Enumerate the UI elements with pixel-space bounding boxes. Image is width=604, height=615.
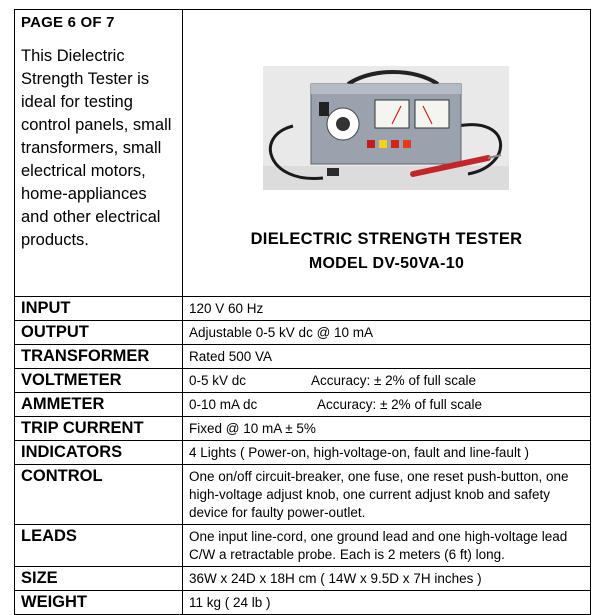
- spec-row: [15, 567, 591, 591]
- product-photo: [263, 66, 509, 190]
- header-row: [15, 10, 591, 297]
- spec-label-output: OUTPUT: [15, 321, 183, 345]
- spec-value-control: One on/off circuit-breaker, one fuse, one reset push-button, one high-voltage adjust knob, one current adjust knob and safety device for faulty power-outlet.: [183, 465, 591, 525]
- spec-label-voltmeter: VOLTMETER: [15, 369, 183, 393]
- spec-value-size: 36W x 24D x 18H cm ( 14W x 9.5D x 7H inches ): [183, 567, 591, 591]
- page-label: PAGE 6 OF 7: [21, 14, 115, 31]
- spec-value-leads: One input line-cord, one ground lead and one high-voltage lead C/W a retractable probe. Each is 2 meters (6 ft) long.: [183, 525, 591, 567]
- spec-value-voltmeter: [183, 369, 591, 393]
- spec-row: [15, 393, 591, 417]
- spec-row: [15, 321, 591, 345]
- product-title: DIELECTRIC STRENGTH TESTER: [250, 230, 523, 248]
- spec-label-control: CONTROL: [15, 465, 183, 525]
- spec-value-indicators: 4 Lights ( Power-on, high-voltage-on, fault and line-fault ): [183, 441, 591, 465]
- product-cell: [183, 10, 591, 297]
- spec-row: [15, 417, 591, 441]
- product-model: MODEL DV-50VA-10: [308, 255, 465, 272]
- spec-value-input: 120 V 60 Hz: [183, 297, 591, 321]
- spec-row: [15, 465, 591, 525]
- spec-value-ammeter: [183, 393, 591, 417]
- ammeter-range: 0-10 mA dc: [189, 397, 258, 412]
- spec-label-transformer: TRANSFORMER: [15, 345, 183, 369]
- spec-value-weight: 11 kg ( 24 lb ): [183, 591, 591, 615]
- spec-row: [15, 525, 591, 567]
- spec-row: [15, 345, 591, 369]
- voltmeter-range: 0-5 kV dc: [189, 373, 247, 388]
- spec-row: [15, 369, 591, 393]
- spec-label-leads: LEADS: [15, 525, 183, 567]
- intro-text: This Dielectric Strength Tester is ideal for testing control panels, small transformers, small electrical motors, home-appliances and other electrical products.: [21, 47, 172, 249]
- spec-label-weight: WEIGHT: [15, 591, 183, 615]
- ammeter-accuracy: Accuracy: ± 2% of full scale: [317, 397, 482, 412]
- spec-sheet-table: [14, 9, 591, 615]
- spec-label-input: INPUT: [15, 297, 183, 321]
- spec-value-transformer: Rated 500 VA: [183, 345, 591, 369]
- voltmeter-accuracy: Accuracy: ± 2% of full scale: [311, 373, 476, 388]
- spec-row: [15, 591, 591, 615]
- spec-value-output: Adjustable 0-5 kV dc @ 10 mA: [183, 321, 591, 345]
- spec-row: [15, 441, 591, 465]
- intro-cell: [15, 10, 183, 297]
- spec-label-indicators: INDICATORS: [15, 441, 183, 465]
- spec-row: [15, 297, 591, 321]
- spec-value-trip-current: Fixed @ 10 mA ± 5%: [183, 417, 591, 441]
- spec-label-size: SIZE: [15, 567, 183, 591]
- spec-label-ammeter: AMMETER: [15, 393, 183, 417]
- spec-label-trip-current: TRIP CURRENT: [15, 417, 183, 441]
